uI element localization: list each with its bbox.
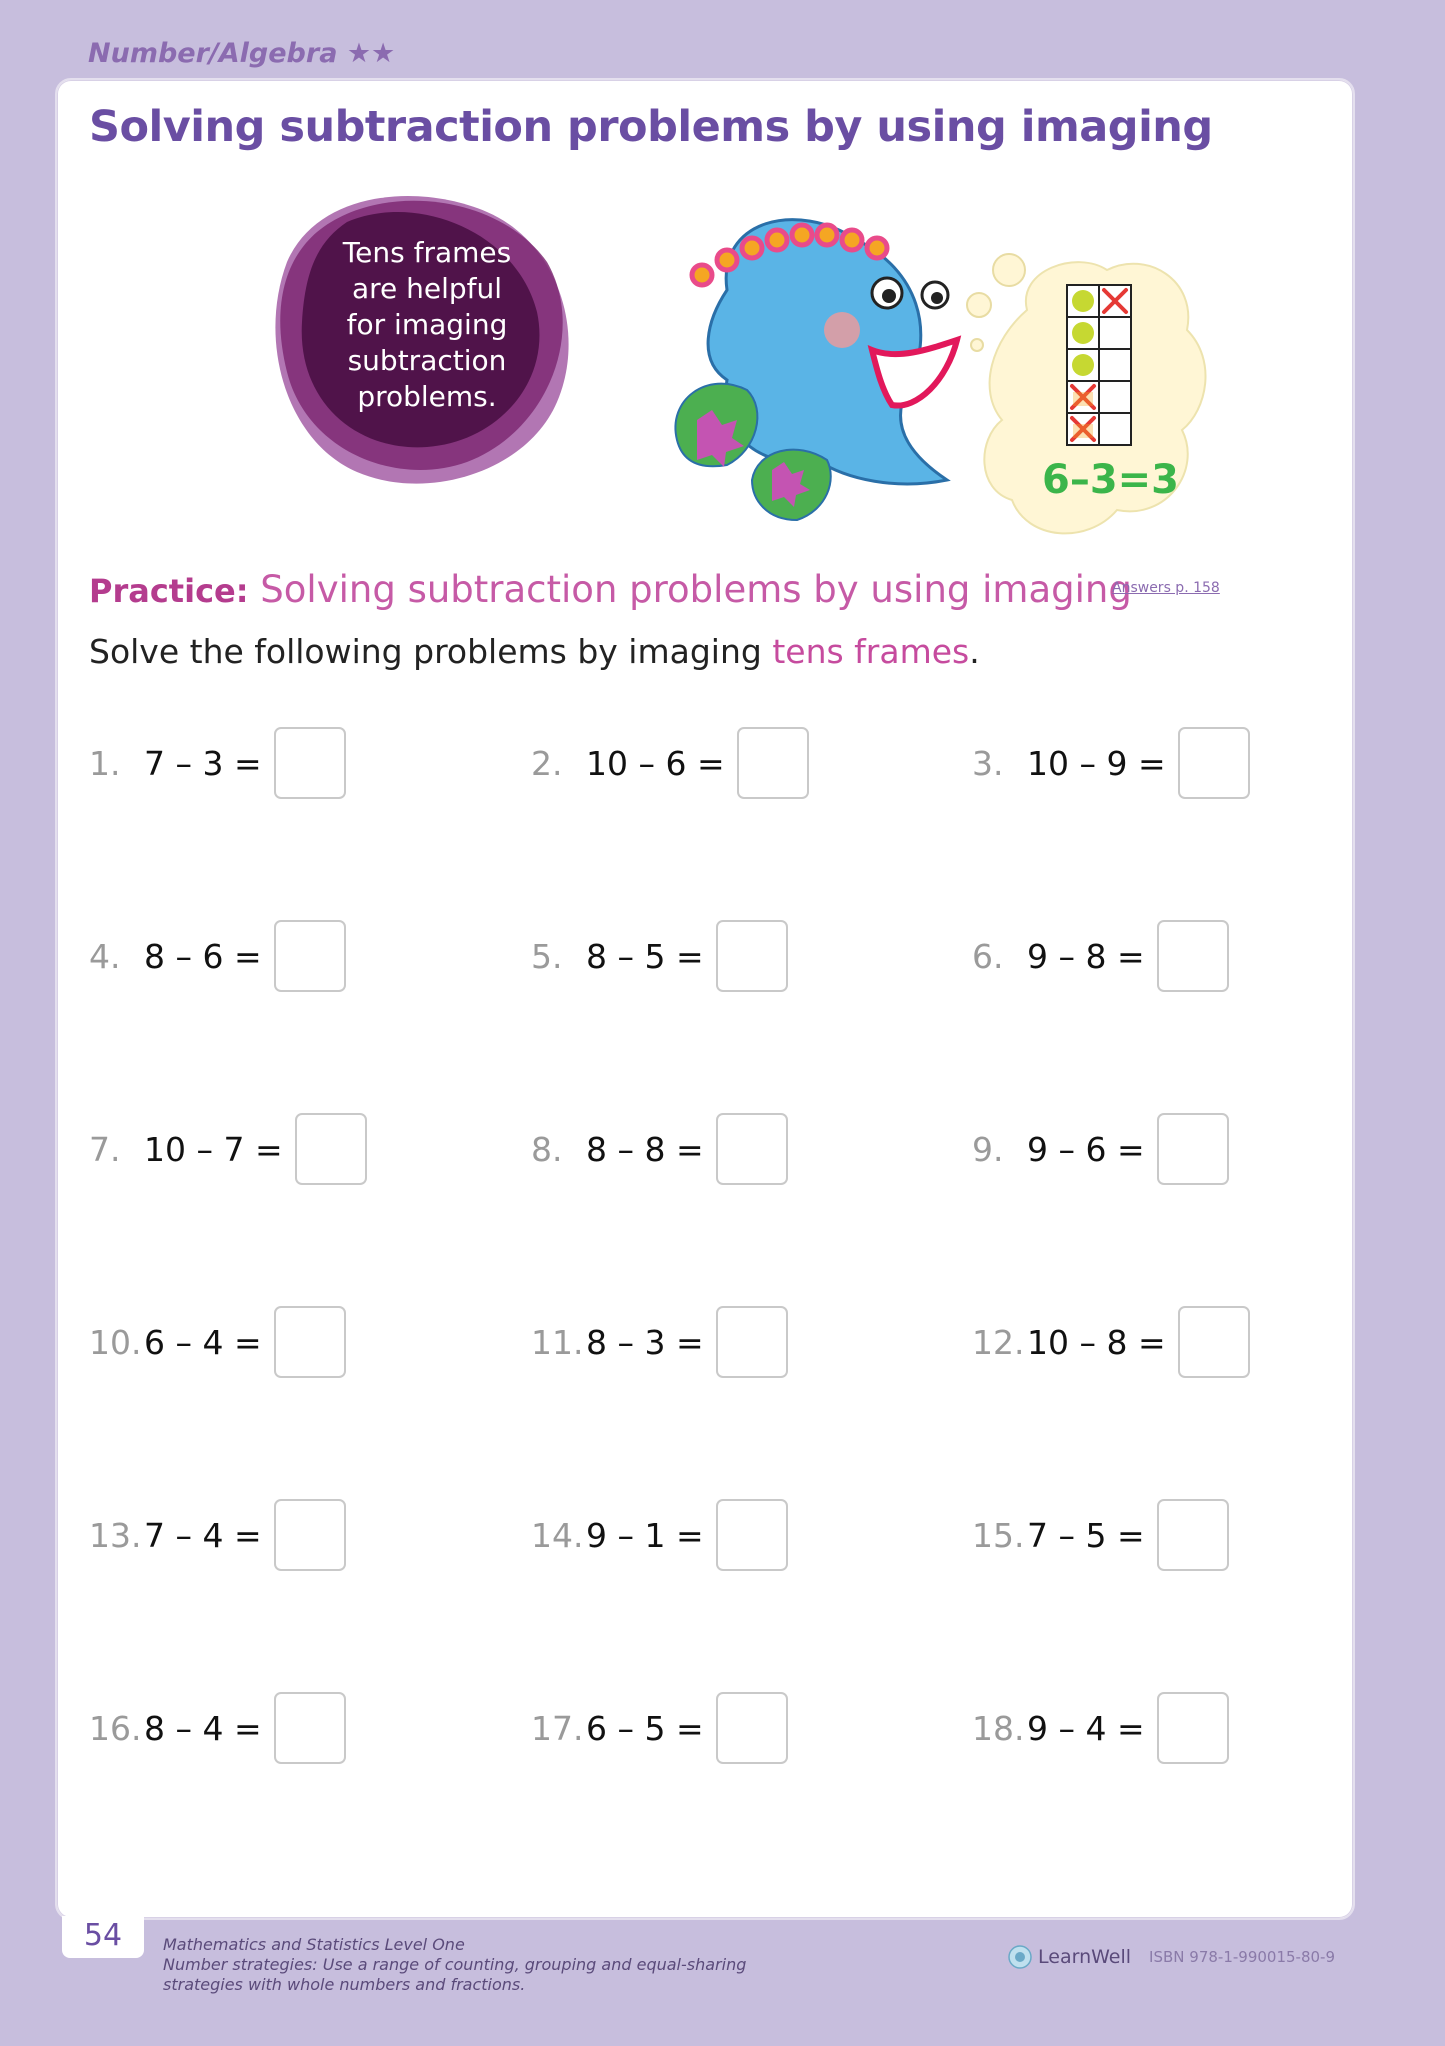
problem-5: 5. 8 – 5 = <box>531 921 788 991</box>
problem-7: 7. 10 – 7 = <box>89 1114 367 1184</box>
answer-box[interactable] <box>1157 920 1229 992</box>
publisher-info <box>1008 1945 1335 1969</box>
problem-10: 10. 6 – 4 = <box>89 1307 346 1377</box>
page-number: 54 <box>62 1916 144 1958</box>
worksheet-page <box>55 78 1355 1920</box>
answer-box[interactable] <box>716 1306 788 1378</box>
answer-box[interactable] <box>274 920 346 992</box>
answer-box[interactable] <box>274 1306 346 1378</box>
practice-heading <box>89 568 1132 611</box>
problem-9: 9. 9 – 6 = <box>972 1114 1229 1184</box>
answer-box[interactable] <box>1178 1306 1250 1378</box>
instruction-highlight: tens frames <box>772 632 970 671</box>
answer-box[interactable] <box>1157 1499 1229 1571</box>
answer-box[interactable] <box>1157 1113 1229 1185</box>
tip-text: Tens frames are helpful for imaging subtraction problems. <box>342 236 512 413</box>
book-title: Mathematics and Statistics Level One <box>163 1935 465 1954</box>
answer-box[interactable] <box>716 920 788 992</box>
answer-box[interactable] <box>1157 1692 1229 1764</box>
answer-box[interactable] <box>716 1113 788 1185</box>
strategy-line-1: Number strategies: Use a range of counting, grouping and equal-sharing <box>163 1955 747 1974</box>
problem-3: 3. 10 – 9 = <box>972 728 1250 798</box>
problem-18: 18. 9 – 4 = <box>972 1693 1229 1763</box>
problem-6: 6. 9 – 8 = <box>972 921 1229 991</box>
footer-text <box>163 1935 746 1995</box>
problem-16: 16. 8 – 4 = <box>89 1693 346 1763</box>
answers-link[interactable]: Answers p. 158 <box>1112 580 1220 596</box>
problem-4: 4. 8 – 6 = <box>89 921 346 991</box>
problem-12: 12. 10 – 8 = <box>972 1307 1250 1377</box>
learnwell-logo-icon <box>1008 1945 1032 1969</box>
problem-8: 8. 8 – 8 = <box>531 1114 788 1184</box>
instruction: Solve the following problems by imaging tens frames. <box>89 632 980 671</box>
strand-heading: Number/Algebra ★★ <box>88 38 396 69</box>
fish-mascot-illustration <box>657 180 1217 580</box>
isbn: ISBN 978-1-990015-80-9 <box>1149 1948 1335 1966</box>
problem-2: 2. 10 – 6 = <box>531 728 809 798</box>
answer-box[interactable] <box>737 727 809 799</box>
answer-box[interactable] <box>274 1692 346 1764</box>
problem-15: 15. 7 – 5 = <box>972 1500 1229 1570</box>
answer-box[interactable] <box>295 1113 367 1185</box>
strategy-line-2: strategies with whole numbers and fractions. <box>163 1975 526 1994</box>
problem-14: 14. 9 – 1 = <box>531 1500 788 1570</box>
problem-13: 13. 7 – 4 = <box>89 1500 346 1570</box>
answer-box[interactable] <box>274 727 346 799</box>
page-title: Solving subtraction problems by using imaging <box>89 102 1213 152</box>
problem-17: 17. 6 – 5 = <box>531 1693 788 1763</box>
practice-title: Solving subtraction problems by using imaging <box>260 568 1132 611</box>
answer-box[interactable] <box>716 1692 788 1764</box>
problem-11: 11. 8 – 3 = <box>531 1307 788 1377</box>
thought-equation: 6–3=3 <box>1042 457 1180 503</box>
answer-box[interactable] <box>716 1499 788 1571</box>
publisher-name: LearnWell <box>1038 1946 1132 1968</box>
counter-dots-icon <box>1072 290 1094 376</box>
answer-box[interactable] <box>1178 727 1250 799</box>
problem-1: 1. 7 – 3 = <box>89 728 346 798</box>
answer-box[interactable] <box>274 1499 346 1571</box>
practice-label: Practice: <box>89 572 249 610</box>
